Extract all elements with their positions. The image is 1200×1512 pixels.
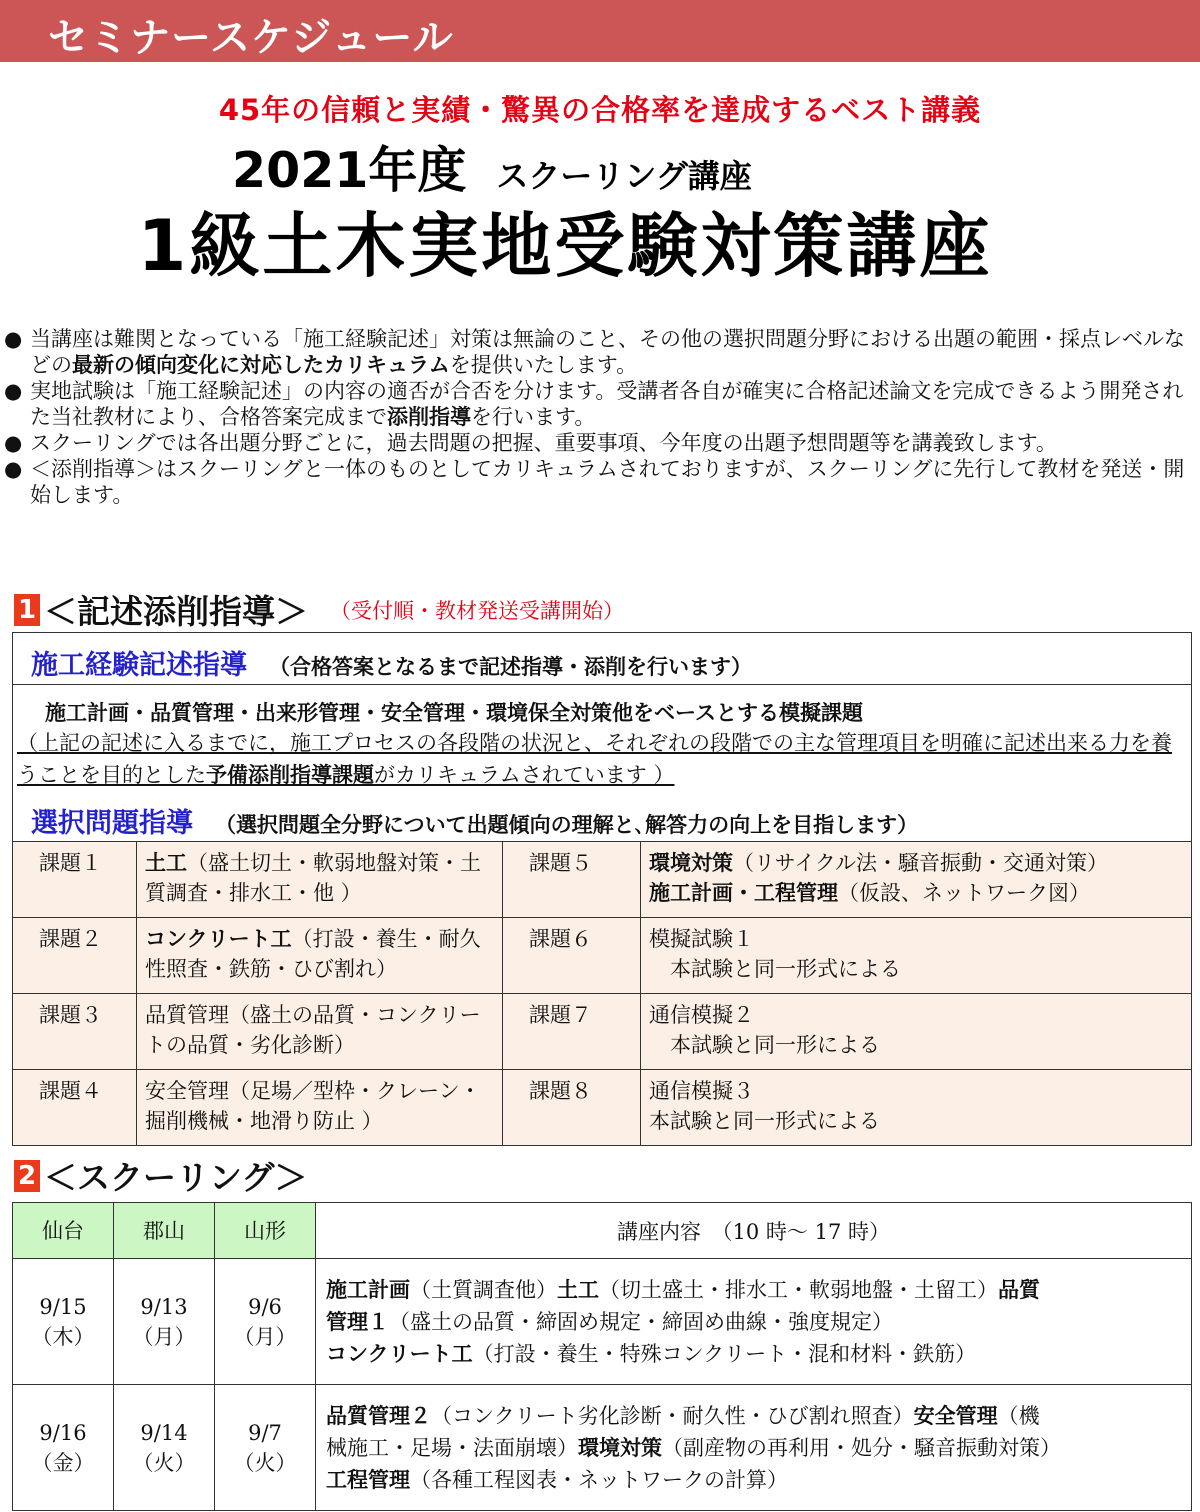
course-subtitle: スクーリング講座 — [496, 157, 752, 195]
assignment-label: 課題６ — [503, 918, 641, 994]
assignment-text: （仮設、ネットワーク図） — [838, 881, 1090, 905]
bullet-item — [4, 378, 1196, 430]
intro-bullets — [4, 326, 1196, 508]
weekday: （火） — [233, 1450, 297, 1475]
assignment-text: 本試験と同一形式による — [649, 957, 901, 981]
assignment-text: （打設・養生・耐久性照査・鉄筋・ひび割れ） — [145, 927, 481, 981]
assignment-desc — [641, 918, 1192, 994]
section2-heading — [14, 1152, 307, 1199]
content-text: （副産物の再利用・処分・騒音振動対策） — [662, 1435, 1061, 1460]
table-row — [13, 1259, 1192, 1385]
col-header-yamagata: 山形 — [215, 1203, 316, 1259]
content-line — [326, 1400, 1181, 1432]
header-bar — [0, 0, 1200, 62]
content-bold: 品質管理２ — [326, 1402, 431, 1428]
preliminary-text: がカリキュラムされています ） — [374, 763, 675, 787]
page-header-title: セミナースケジュール — [48, 15, 454, 61]
bullet-dot-icon: ● — [4, 327, 23, 351]
table-row — [13, 994, 1192, 1070]
assignment-label: 課題５ — [503, 842, 641, 918]
bullet-item — [4, 326, 1196, 378]
content-text: （土質調査他） — [410, 1277, 557, 1302]
selection-paren: （選択問題全分野について出題傾向の理解と､解答力の向上を目指します） — [215, 812, 919, 837]
preliminary-text: （上記の記述に入るまでに，施工プロセスの各段階の状況と、それぞれの段階での主な管理項目を明確に記述出来る力を養うことを目的とした — [17, 731, 1172, 787]
section2-title: ＜スクーリング＞ — [44, 1158, 308, 1197]
content-cell — [316, 1385, 1192, 1511]
content-line — [326, 1432, 1181, 1464]
assignment-text: 本試験と同一形による — [649, 1033, 880, 1057]
course-title: 1級土木実地受験対策講座 — [137, 205, 993, 287]
bullet-text: ＜添削指導＞はスクーリングと一体のものとしてカリキュラムされておりますが、スクーリングに先行して教材を発送・開始します。 — [30, 457, 1185, 507]
bullet-dot-icon: ● — [4, 379, 23, 403]
assignment-table — [12, 841, 1192, 1146]
table-row — [13, 918, 1192, 994]
content-text: （コンクリート劣化診断・耐久性・ひび割れ照査） — [431, 1403, 914, 1428]
weekday: （月） — [132, 1324, 196, 1349]
bullet-emphasis: 最新の傾向変化に対応したカリキュラム — [72, 353, 450, 377]
assignment-desc — [137, 918, 503, 994]
preliminary-emphasis: 予備添削指導課題 — [206, 762, 374, 787]
section1-heading — [14, 586, 624, 633]
weekday: （火） — [132, 1450, 196, 1475]
section1-number: 1 — [14, 594, 40, 626]
assignment-bold: コンクリート工 — [145, 926, 292, 951]
content-bold: 管理１ — [326, 1308, 389, 1334]
date: 9/13 — [140, 1294, 188, 1319]
table-header-row — [13, 1203, 1192, 1259]
bullet-dot-icon: ● — [4, 431, 23, 455]
date: 9/14 — [140, 1420, 188, 1445]
section1-title: ＜記述添削指導＞ — [44, 592, 308, 631]
assignment-desc: 安全管理（足場／型枠・クレーン・掘削機械・地滑り防止 ） — [137, 1070, 503, 1146]
assignment-text: （リサイクル法・騒音振動・交通対策） — [733, 851, 1109, 875]
date-cell — [215, 1385, 316, 1511]
bullet-text: を提供いたします。 — [449, 353, 638, 377]
section2-number: 2 — [14, 1160, 40, 1192]
content-line — [326, 1338, 1181, 1370]
weekday: （金） — [31, 1450, 95, 1475]
bullet-text: 当講座は難関となっている「施工経験記述」対策は無論のこと、その他の選択問題分野における出題の範囲・採点レベルなどの — [30, 327, 1185, 377]
bullet-emphasis: 添削指導 — [387, 405, 471, 429]
assignment-label: 課題８ — [503, 1070, 641, 1146]
selection-heading — [31, 801, 918, 840]
content-line — [326, 1306, 1181, 1338]
table-row — [13, 1070, 1192, 1146]
assignment-bold: 土工 — [145, 850, 187, 875]
section1-note: （受付順・教材発送受講開始） — [330, 598, 624, 623]
experience-writing-text — [17, 697, 1189, 791]
bullet-text: 実地試験は「施工経験記述」の内容の適否が合否を分けます。受講者各自が確実に合格記述論文を完成できるよう開発された当社教材により、合格答案完成まで — [30, 379, 1184, 429]
experience-writing-heading — [31, 643, 752, 682]
weekday: （月） — [233, 1324, 297, 1349]
assignment-text: 通信模擬２ — [649, 1003, 754, 1027]
assignment-label: 課題３ — [13, 994, 137, 1070]
content-text: （機 — [997, 1403, 1040, 1428]
col-header-koriyama: 郡山 — [114, 1203, 215, 1259]
bullet-dot-icon: ● — [4, 457, 23, 481]
content-bold: 施工計画 — [326, 1276, 410, 1302]
date-cell — [114, 1385, 215, 1511]
selection-title: 選択問題指導 — [31, 808, 193, 839]
content-bold: 工程管理 — [326, 1466, 410, 1492]
correction-guidance-box — [12, 632, 1192, 1134]
content-bold: 環境対策 — [578, 1434, 662, 1460]
date-cell — [215, 1259, 316, 1385]
bullet-item — [4, 430, 1196, 456]
assignment-bold: 環境対策 — [649, 850, 733, 875]
col-header-content: 講座内容 （10 時～ 17 時） — [316, 1203, 1192, 1259]
table-row — [13, 842, 1192, 918]
assignment-text: 通信模擬３ — [649, 1079, 754, 1103]
date-cell — [13, 1385, 114, 1511]
content-bold: コンクリート工 — [326, 1340, 473, 1366]
assignment-desc — [641, 842, 1192, 918]
date: 9/7 — [248, 1420, 282, 1445]
preliminary-assignment-line — [17, 728, 1189, 791]
content-cell — [316, 1259, 1192, 1385]
date-cell — [13, 1259, 114, 1385]
assignment-label: 課題１ — [13, 842, 137, 918]
content-text: （打設・養生・特殊コンクリート・混和材料・鉄筋） — [472, 1341, 977, 1366]
content-text: （各種工程図表・ネットワークの計算） — [410, 1467, 788, 1492]
weekday: （木） — [31, 1324, 95, 1349]
assignment-text: 模擬試験１ — [649, 927, 754, 951]
date: 9/6 — [248, 1294, 282, 1319]
content-line — [326, 1274, 1181, 1306]
assignment-label: 課題７ — [503, 994, 641, 1070]
assignment-desc — [641, 994, 1192, 1070]
content-bold: 品質 — [998, 1276, 1040, 1302]
tagline: 45年の信頼と実績・驚異の合格率を達成するベスト講義 — [218, 93, 982, 127]
experience-writing-title: 施工経験記述指導 — [31, 650, 247, 681]
col-header-sendai: 仙台 — [13, 1203, 114, 1259]
assignment-desc — [137, 842, 503, 918]
date: 9/16 — [39, 1420, 87, 1445]
assignment-label: 課題２ — [13, 918, 137, 994]
mock-assignment-line: 施工計画・品質管理・出来形管理・安全管理・環境保全対策他をベースとする模擬課題 — [45, 700, 863, 725]
bullet-text: スクーリングでは各出題分野ごとに，過去問題の把握、重要事項、今年度の出題予想問題等を講義致します。 — [30, 431, 1057, 455]
assignment-desc: 品質管理（盛土の品質・コンクリートの品質・劣化診断） — [137, 994, 503, 1070]
table-row — [13, 1385, 1192, 1511]
content-bold: 安全管理 — [913, 1402, 998, 1428]
bullet-item — [4, 456, 1196, 508]
divider — [13, 684, 1191, 685]
date: 9/15 — [39, 1294, 87, 1319]
content-bold: 土工 — [557, 1276, 599, 1302]
bullet-text: を行います。 — [471, 405, 596, 429]
assignment-label: 課題４ — [13, 1070, 137, 1146]
assignment-bold: 施工計画・工程管理 — [649, 880, 838, 905]
assignment-text: （盛土切土・軟弱地盤対策・土質調査・排水工・他 ） — [145, 851, 481, 905]
content-text: （盛土の品質・締固め規定・締固め曲線・強度規定） — [389, 1309, 893, 1334]
content-line — [326, 1464, 1181, 1496]
year-label: 2021年度 — [232, 142, 467, 199]
assignment-text: 本試験と同一形式による — [649, 1109, 880, 1133]
content-text: 械施工・足場・法面崩壊） — [326, 1435, 578, 1460]
assignment-desc — [641, 1070, 1192, 1146]
experience-writing-paren: （合格答案となるまで記述指導・添削を行います） — [269, 654, 752, 679]
schooling-schedule-table — [12, 1202, 1192, 1511]
content-text: （切土盛土・排水工・軟弱地盤・土留工） — [599, 1277, 998, 1302]
date-cell — [114, 1259, 215, 1385]
